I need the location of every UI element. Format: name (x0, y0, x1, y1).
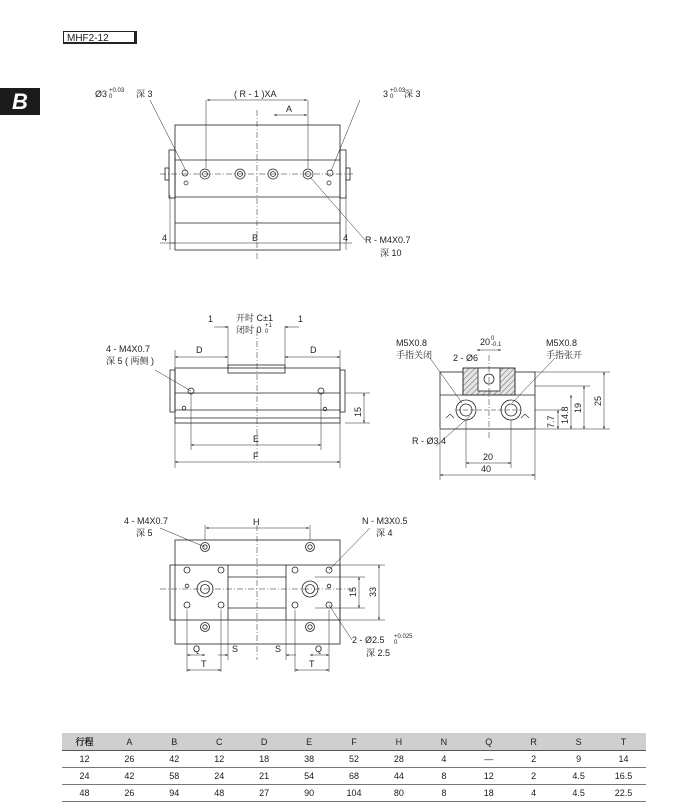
table-cell: 21 (242, 768, 287, 785)
bottom-tap-depth: 深 5 (136, 528, 153, 538)
section-h3: 19 (573, 402, 583, 413)
closed-tolerance: +1 (265, 323, 272, 329)
col-header: A (107, 733, 152, 751)
table-cell: 38 (287, 751, 332, 768)
table-cell: 27 (242, 785, 287, 802)
table-cell: 48 (62, 785, 107, 802)
table-cell: 8 (421, 768, 466, 785)
col-header: S (556, 733, 601, 751)
col-header: 行程 (62, 733, 107, 751)
table-cell: 26 (107, 751, 152, 768)
width-top-tolerance: 0 (491, 336, 495, 342)
table-cell: 22.5 (601, 785, 646, 802)
section-h4: 25 (593, 395, 603, 406)
hole-right-tolerance: 0 (390, 94, 394, 100)
hole-right-tolerance: +0.03 (390, 88, 406, 94)
port-right-label: M5X0.8 (546, 338, 578, 348)
dim-s-right: S (275, 644, 282, 654)
dim-t-right: T (309, 659, 315, 669)
table-cell: 4 (511, 785, 556, 802)
closed-stroke-label: 闭时 0 (236, 325, 262, 335)
table-cell: 12 (466, 768, 511, 785)
col-header: B (152, 733, 197, 751)
table-cell: 42 (152, 751, 197, 768)
table-cell: 48 (197, 785, 242, 802)
spec-header-row (62, 733, 646, 751)
dim-d-left: D (196, 345, 203, 355)
col-header: H (376, 733, 421, 751)
table-row (62, 785, 646, 802)
hole-left-label: Ø3 (95, 89, 108, 99)
dim-e: E (253, 434, 260, 444)
bottom-tap2-depth: 深 4 (376, 528, 393, 538)
side-height: 15 (353, 406, 363, 417)
radius-label: R - Ø3.4 (412, 436, 447, 446)
table-cell: 26 (107, 785, 152, 802)
model-code: MHF2-12 (63, 31, 137, 44)
table-cell: 104 (332, 785, 377, 802)
table-cell: 2 (511, 751, 556, 768)
table-cell: 52 (332, 751, 377, 768)
dim-d-right: D (310, 345, 317, 355)
thread-label: R - M4X0.7 (365, 235, 411, 245)
spec-table (62, 733, 646, 802)
hole-left-tolerance: 0 (109, 94, 113, 100)
table-cell: 12 (62, 751, 107, 768)
col-header: R (511, 733, 556, 751)
thread-hole-row (182, 169, 333, 185)
table-cell: — (466, 751, 511, 768)
section-tab: B (0, 88, 40, 115)
table-cell: 28 (376, 751, 421, 768)
table-row (62, 751, 646, 768)
table-cell: 42 (107, 768, 152, 785)
side-tap-label: 4 - M4X0.7 (106, 344, 151, 354)
table-cell: 4 (421, 751, 466, 768)
table-cell: 14 (601, 751, 646, 768)
leader-1-left: 1 (208, 314, 214, 324)
section-h1: 7.7 (546, 415, 556, 428)
port-left-label: M5X0.8 (396, 338, 428, 348)
table-cell: 94 (152, 785, 197, 802)
bottom-h15: 15 (348, 586, 358, 597)
hole-right-label: 3 (383, 89, 389, 99)
pin-label: 2 - Ø2.5 (352, 635, 385, 645)
table-cell: 90 (287, 785, 332, 802)
col-header: T (601, 733, 646, 751)
pin-tolerance: 0 (394, 640, 398, 646)
dim-f: F (253, 451, 259, 461)
table-cell: 54 (287, 768, 332, 785)
section-h2: 14.8 (560, 406, 570, 424)
table-cell: 58 (152, 768, 197, 785)
col-header: E (287, 733, 332, 751)
section-view (430, 350, 610, 480)
pin-depth: 深 2.5 (366, 648, 391, 658)
col-header: D (242, 733, 287, 751)
table-cell: 16.5 (601, 768, 646, 785)
port-left-note: 手指关闭 (396, 350, 433, 360)
pin-tolerance: +0.025 (394, 634, 413, 640)
pins-label: 2 - Ø6 (453, 353, 479, 363)
side-tap-depth: 深 5 ( 两侧 ) (106, 356, 155, 366)
table-cell: 4.5 (556, 785, 601, 802)
table-cell: 12 (197, 751, 242, 768)
bottom-tap2-label: N - M3X0.5 (362, 516, 408, 526)
table-cell: 80 (376, 785, 421, 802)
table-cell: 2 (511, 768, 556, 785)
table-cell: 18 (242, 751, 287, 768)
open-stroke-label: 开时 C±1 (236, 313, 273, 323)
dim-a: A (286, 104, 293, 114)
hole-left-tolerance: +0.03 (109, 88, 125, 94)
leader-1-right: 1 (298, 314, 304, 324)
col-header: F (332, 733, 377, 751)
bottom-h33: 33 (368, 586, 378, 597)
dim-s-left: S (232, 644, 239, 654)
col-header: Q (466, 733, 511, 751)
side-view (155, 326, 370, 468)
margin-left: 4 (162, 233, 168, 243)
section-width-top: 20 (480, 337, 491, 347)
section-w2: 40 (481, 464, 492, 474)
table-cell: 4.5 (556, 768, 601, 785)
table-cell: 44 (376, 768, 421, 785)
table-row (62, 768, 646, 785)
bottom-tap-label: 4 - M4X0.7 (124, 516, 169, 526)
table-cell: 8 (421, 785, 466, 802)
width-top-tolerance: -0.1 (491, 342, 502, 348)
table-cell: 24 (62, 768, 107, 785)
port-right-note: 手指张开 (546, 350, 583, 360)
dim-b: B (252, 233, 259, 243)
section-w1: 20 (483, 452, 494, 462)
margin-right: 4 (343, 233, 349, 243)
table-cell: 24 (197, 768, 242, 785)
dim-q-left: Q (193, 644, 201, 654)
table-cell: 68 (332, 768, 377, 785)
hole-left-depth: 深 3 (136, 89, 153, 99)
dim-t-left: T (201, 659, 207, 669)
closed-tolerance: 0 (265, 329, 269, 335)
dim-h: H (253, 517, 260, 527)
table-cell: 9 (556, 751, 601, 768)
thread-depth: 深 10 (380, 248, 402, 258)
hole-right-depth: 深 3 (404, 89, 421, 99)
col-header: N (421, 733, 466, 751)
pitch-label: ( R - 1 )XA (234, 89, 277, 99)
col-header: C (197, 733, 242, 751)
table-cell: 18 (466, 785, 511, 802)
dim-q-right: Q (315, 644, 323, 654)
